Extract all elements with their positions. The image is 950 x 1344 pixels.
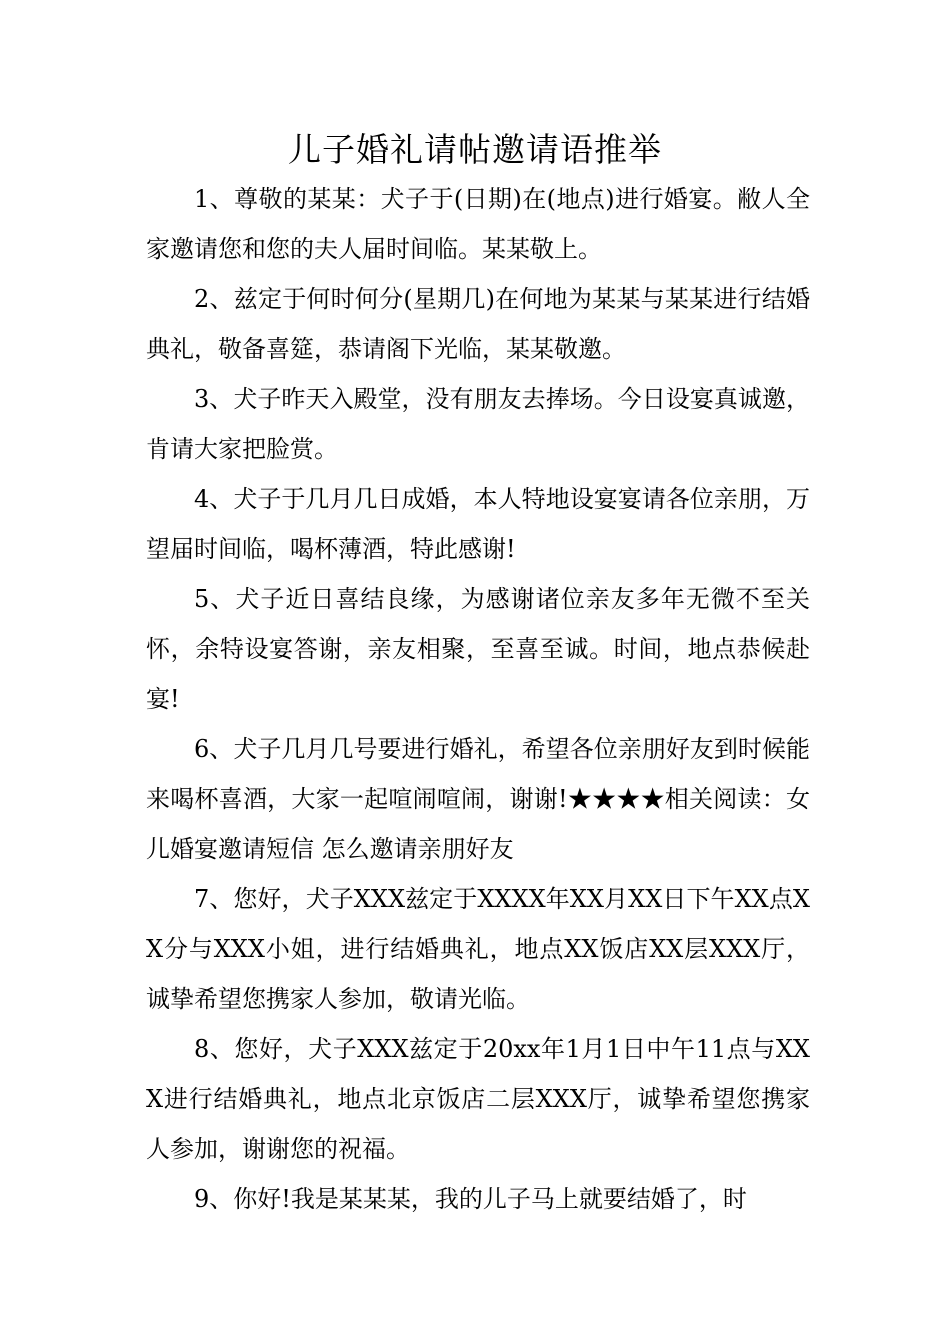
- document-body: [146, 174, 810, 1224]
- paragraph-3: 3、犬子昨天入殿堂，没有朋友去捧场。今日设宴真诚邀，肯请大家把脸赏。: [146, 385, 810, 463]
- paragraph-7: 7、您好，犬子XXX兹定于XXXX年XX月XX日下午XX点XX分与XXX小姐，进行结婚典礼，地点XX饭店XX层XXX厅，诚挚希望您携家人参加，敬请光临。: [146, 885, 810, 1013]
- paragraph-4: 4、犬子于几月几日成婚，本人特地设宴宴请各位亲朋，万望届时间临，喝杯薄酒，特此感谢!: [146, 485, 810, 563]
- paragraph-5: 5、犬子近日喜结良缘，为感谢诸位亲友多年无微不至关怀，余特设宴答谢，亲友相聚，至喜至诚。时间，地点恭候赴宴!: [146, 585, 810, 713]
- paragraph-1: 1、尊敬的某某：犬子于(日期)在(地点)进行婚宴。敝人全家邀请您和您的夫人届时间临。某某敬上。: [146, 185, 810, 263]
- paragraph-6: 6、犬子几月几号要进行婚礼，希望各位亲朋好友到时候能来喝杯喜酒，大家一起喧闹喧闹，谢谢!★★★★相关阅读：女儿婚宴邀请短信 怎么邀请亲朋好友: [146, 735, 810, 863]
- paragraph-8: 8、您好，犬子XXX兹定于20xx年1月1日中午11点与XXX进行结婚典礼，地点北京饭店二层XXX厅，诚挚希望您携家人参加，谢谢您的祝福。: [146, 1035, 810, 1163]
- document-title: 儿子婚礼请帖邀请语推举: [288, 130, 662, 169]
- paragraph-9: 9、你好!我是某某某，我的儿子马上就要结婚了，时: [194, 1185, 747, 1213]
- paragraph-2: 2、兹定于何时何分(星期几)在何地为某某与某某进行结婚典礼，敬备喜筵，恭请阁下光临，某某敬邀。: [146, 285, 810, 363]
